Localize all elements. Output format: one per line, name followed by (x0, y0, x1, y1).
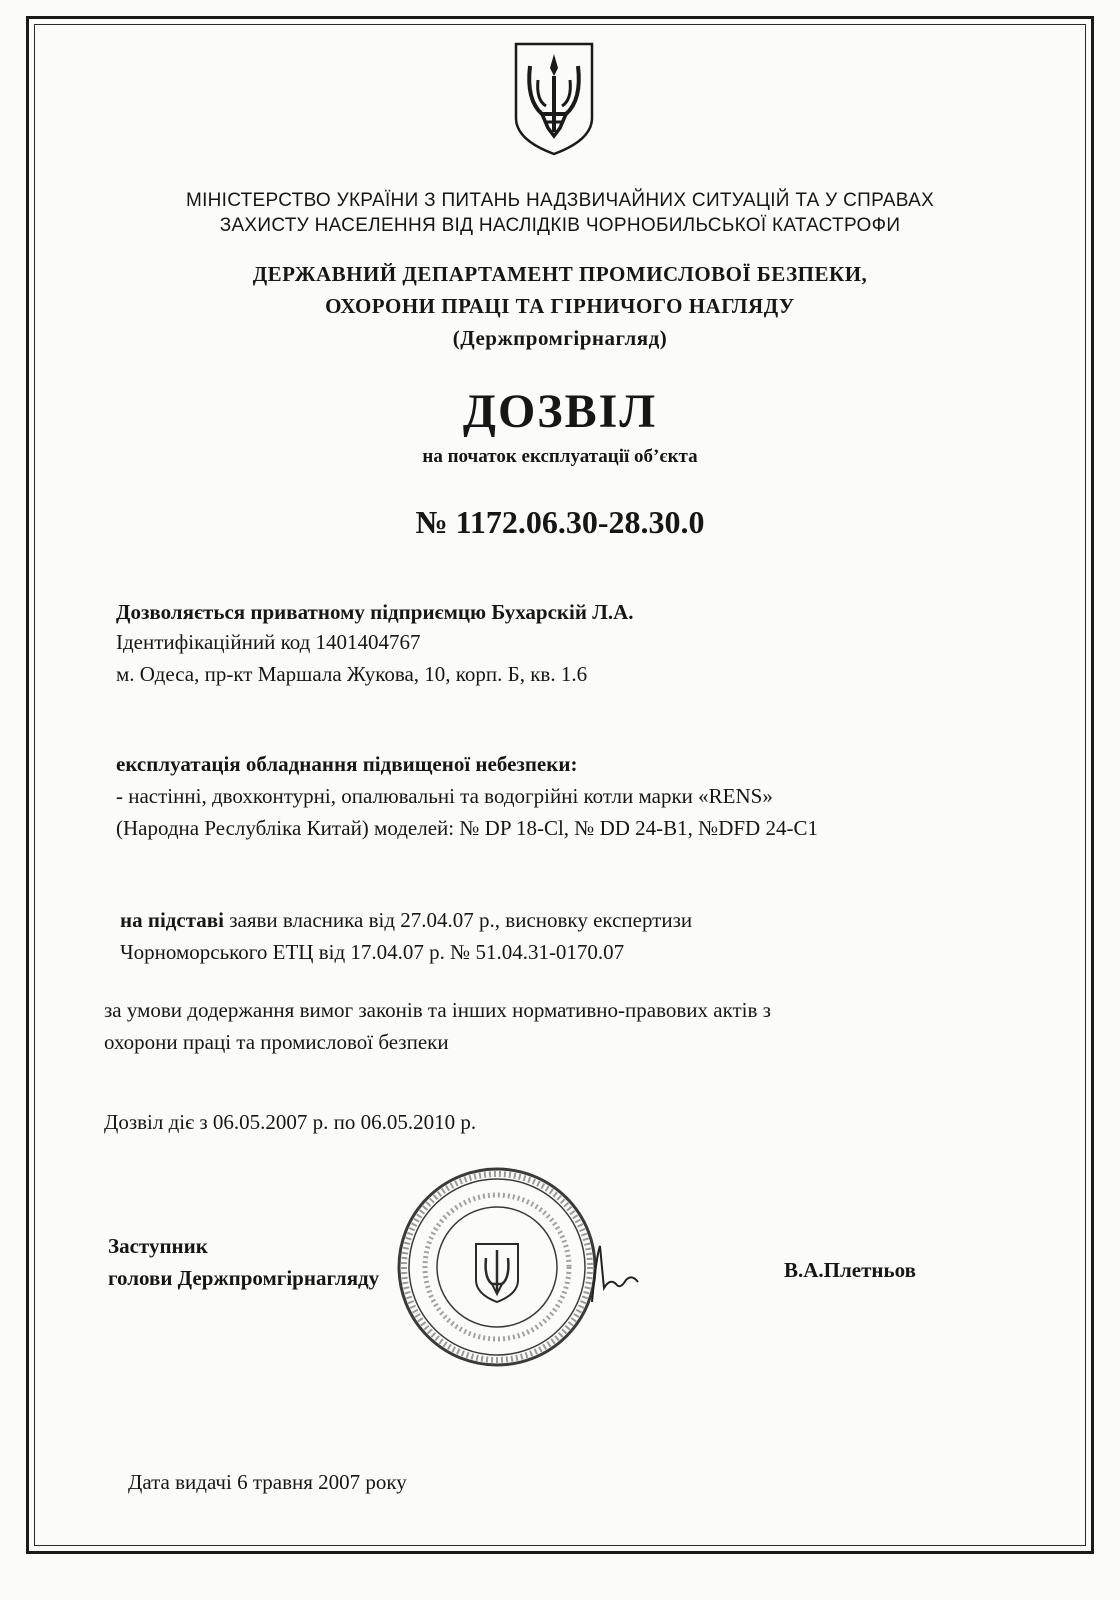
equipment-line-1: - настінні, двохконтурні, опалювальні та водогрійні котли марки «RENS» (116, 784, 773, 808)
signatory-name: В.А.Плетньов (784, 1258, 916, 1282)
identification-code: Ідентифікаційний код 1401404767 (116, 630, 421, 654)
validity-period: Дозвіл діє з 06.05.2007 р. по 06.05.2010 р. (104, 1110, 477, 1134)
document-title: ДОЗВІЛ (462, 385, 658, 438)
trident-coat-of-arms-icon (512, 40, 596, 158)
official-seal-stamp (392, 1162, 602, 1372)
department-line-1: ДЕРЖАВНИЙ ДЕПАРТАМЕНТ ПРОМИСЛОВОЇ БЕЗПЕКИ, (252, 262, 868, 286)
ministry-line-1: МІНІСТЕРСТВО УКРАЇНИ З ПИТАНЬ НАДЗВИЧАЙНИХ СИТУАЦІЙ ТА У СПРАВАХ (185, 190, 935, 211)
holder-address: м. Одеса, пр-кт Маршала Жукова, 10, корп. Б, кв. 1.6 (116, 662, 588, 686)
handwritten-signature (586, 1238, 646, 1308)
basis-line-1 (120, 908, 692, 933)
issue-date: Дата видачі 6 травня 2007 року (128, 1470, 407, 1494)
document-number: № 1172.06.30-28.30.0 (415, 504, 705, 540)
document-subtitle: на початок експлуатації об’єкта (422, 446, 698, 467)
permit-holder-line: Дозволяється приватному підприємцю Бухарскій Л.А. (116, 600, 634, 624)
ministry-line-2: ЗАХИСТУ НАСЕЛЕННЯ ВІД НАСЛІДКІВ ЧОРНОБИЛЬСЬКОЇ КАТАСТРОФИ (219, 215, 901, 236)
basis-line-2: Чорноморського ЕТЦ від 17.04.07 р. № 51.04.31-0170.07 (120, 940, 625, 964)
conditions-line-1: за умови додержання вимог законів та інших нормативно-правових актів з (104, 998, 771, 1022)
basis-bold-lead: на підставі (120, 908, 224, 932)
signatory-position-line-1: Заступник (108, 1234, 208, 1258)
department-line-2: ОХОРОНИ ПРАЦІ ТА ГІРНИЧОГО НАГЛЯДУ (325, 294, 795, 318)
equipment-line-2: (Народна Реслубліка Китай) моделей: № DP 18-Cl, № DD 24-B1, №DFD 24-C1 (116, 816, 818, 840)
equipment-heading: експлуатація обладнання підвищеної небезпеки: (116, 752, 578, 776)
basis-line-1-rest: заяви власника від 27.04.07 р., висновку експертизи (223, 908, 693, 932)
signatory-position-line-2: голови Держпромгірнагляду (108, 1266, 380, 1290)
department-abbreviation: (Держпромгірнагляд) (452, 326, 668, 350)
conditions-line-2: охорони праці та промислової безпеки (104, 1030, 449, 1054)
